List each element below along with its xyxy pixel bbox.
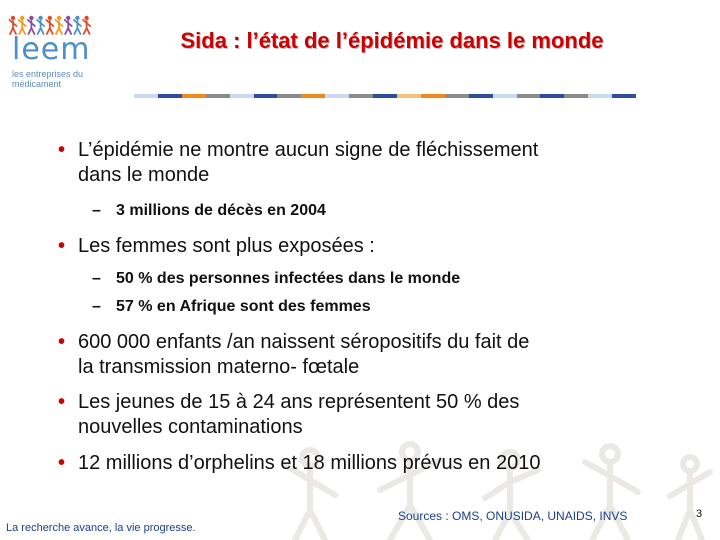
slide-title: Sida : l’état de l’épidémie dans le monde xyxy=(180,28,604,53)
bullet-marker: • xyxy=(58,391,66,413)
sub-bullet-item xyxy=(92,296,371,318)
bullet-marker: • xyxy=(58,139,66,161)
sub-bullet-item xyxy=(92,200,326,222)
divider-segment xyxy=(158,94,182,98)
divider-segment xyxy=(421,94,445,98)
divider-segment xyxy=(612,94,636,98)
bullet-text-line: dans le monde xyxy=(78,164,210,186)
footer-sources: Sources : OMS, ONUSIDA, UNAIDS, INVS xyxy=(398,509,628,523)
divider-segment xyxy=(469,94,493,98)
logo-tagline: les entreprises du médicament xyxy=(12,69,84,89)
divider-segment xyxy=(325,94,349,98)
bullet-text-line: Les jeunes de 15 à 24 ans représentent 50 % des xyxy=(78,391,520,413)
logo-wordmark: leem xyxy=(12,32,91,67)
bullet-text-line: Les femmes sont plus exposées : xyxy=(78,235,375,257)
divider-segment xyxy=(564,94,588,98)
divider-segment xyxy=(182,94,206,98)
divider-segment xyxy=(445,94,469,98)
divider-segment xyxy=(134,94,158,98)
bullet-text-line: nouvelles contaminations xyxy=(78,416,303,438)
bullet-marker: • xyxy=(58,331,66,353)
sub-bullet-text: 3 millions de décès en 2004 xyxy=(116,202,326,219)
bullet-text-line: 600 000 enfants /an naissent séropositifs du fait de xyxy=(78,331,530,353)
divider-segment xyxy=(397,94,421,98)
divider-segment xyxy=(540,94,564,98)
sub-bullet-marker: – xyxy=(92,202,101,219)
sub-bullet-text: 57 % en Afrique sont des femmes xyxy=(116,298,371,315)
bullet-text-line: L’épidémie ne montre aucun signe de fléchissement xyxy=(78,139,539,161)
divider-segment xyxy=(373,94,397,98)
sub-bullet-item xyxy=(92,268,460,290)
title-divider xyxy=(134,94,636,98)
bullet-marker: • xyxy=(58,235,66,257)
leem-logo xyxy=(6,14,94,94)
sub-bullet-text: 50 % des personnes infectées dans le monde xyxy=(116,270,461,287)
bullet-marker: • xyxy=(58,452,66,474)
sub-bullet-marker: – xyxy=(92,298,101,315)
divider-segment xyxy=(254,94,278,98)
bullet-text-line: 12 millions d’orphelins et 18 millions prévus en 2010 xyxy=(78,452,541,474)
divider-segment xyxy=(349,94,373,98)
divider-segment xyxy=(493,94,517,98)
divider-segment xyxy=(517,94,541,98)
page-number: 3 xyxy=(696,508,703,520)
footer-slogan: La recherche avance, la vie progresse. xyxy=(6,522,196,534)
divider-segment xyxy=(230,94,254,98)
divider-segment xyxy=(277,94,301,98)
divider-segment xyxy=(588,94,612,98)
sub-bullet-marker: – xyxy=(92,270,101,287)
divider-segment xyxy=(206,94,230,98)
bullet-text-line: la transmission materno- fœtale xyxy=(78,356,360,378)
divider-segment xyxy=(301,94,325,98)
